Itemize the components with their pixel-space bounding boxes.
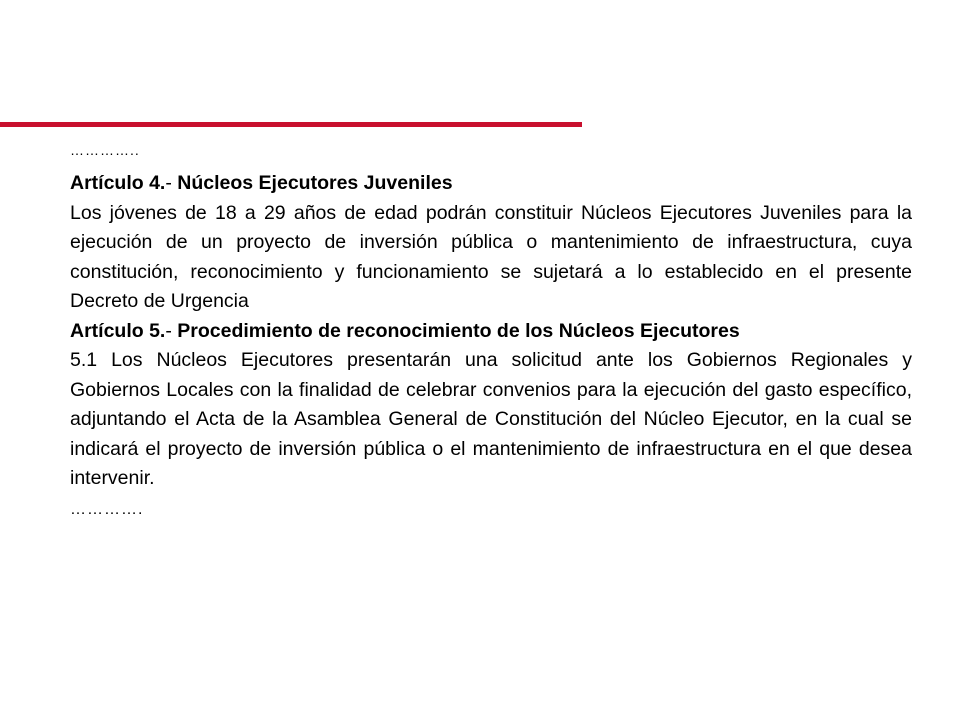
- article-4-number: Artículo 4.: [70, 172, 166, 194]
- ellipsis-top: …………..: [70, 142, 140, 158]
- document-body: [70, 140, 912, 522]
- article-5-body: 5.1 Los Núcleos Ejecutores presentarán una solicitud ante los Gobiernos Regionales y Gobiernos Locales con la finalidad de celebrar convenios para la ejecución del gasto específico, adjuntando el Acta de la Asamblea General de Constitución del Núcleo Ejecutor, en la cual se indicará el proyecto de inversión pública o el mantenimiento de infraestructura en el que desea intervenir.: [70, 349, 912, 489]
- article-5-separator: -: [165, 319, 172, 342]
- article-4-title: Núcleos Ejecutores Juveniles: [171, 172, 453, 194]
- article-4-body: Los jóvenes de 18 a 29 años de edad podrán constituir Núcleos Ejecutores Juveniles para la ejecución de un proyecto de inversión pública o mantenimiento de infraestructura, cuya constitución, reconocimiento y funcionamiento se sujetará a lo establecido en el presente Decreto de Urgencia: [70, 201, 912, 312]
- article-5-number: Artículo 5.: [70, 319, 166, 342]
- article-5-title: Procedimiento de reconocimiento de los Núcleos Ejecutores: [171, 319, 740, 342]
- article-4-separator: -: [165, 172, 172, 194]
- ellipsis-bottom: ………….: [70, 500, 144, 518]
- article-4-heading: [70, 169, 912, 199]
- article-5-heading: [70, 317, 912, 347]
- accent-divider-bar: [0, 122, 582, 127]
